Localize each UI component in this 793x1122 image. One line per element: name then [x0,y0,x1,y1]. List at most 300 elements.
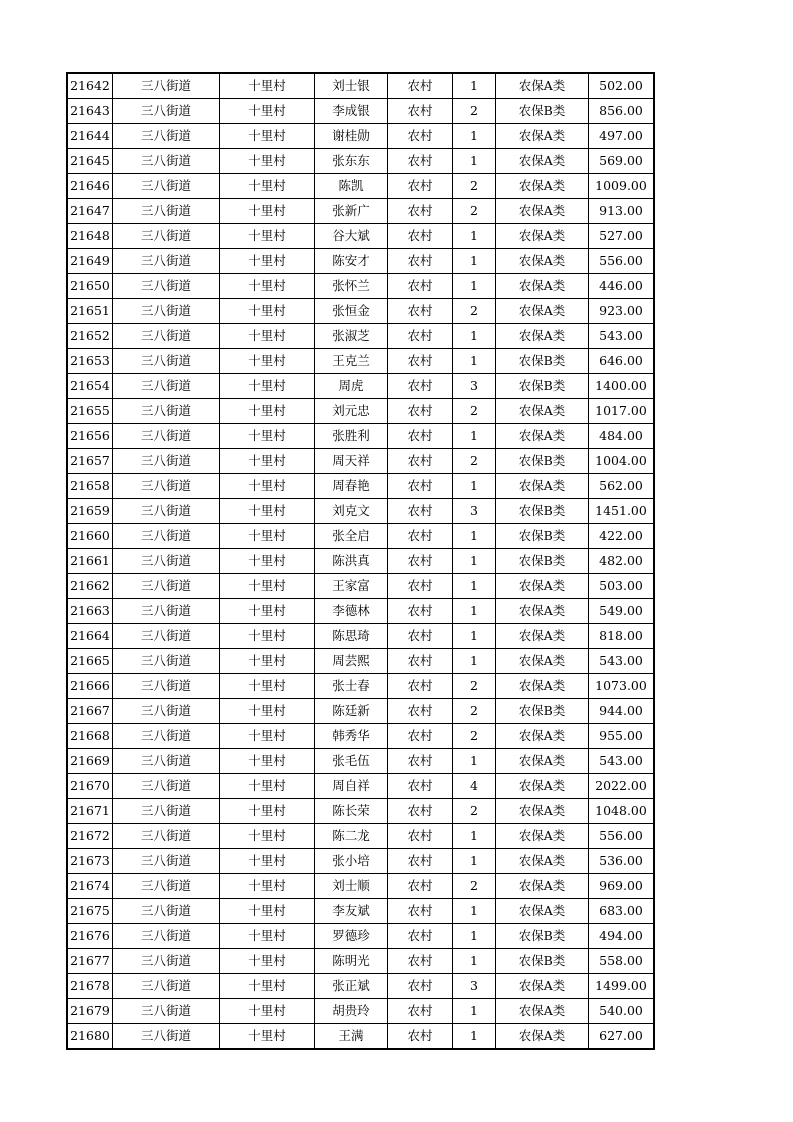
insurance-category-cell: 农保A类 [496,149,589,174]
village-cell: 十里村 [220,299,315,324]
household-type-cell: 农村 [388,199,453,224]
name-cell: 刘士银 [315,73,388,99]
table-row [67,674,654,699]
amount-cell: 1009.00 [589,174,655,199]
street-cell: 三八街道 [113,999,220,1024]
row-id-cell: 21680 [67,1024,113,1050]
person-count-cell: 1 [453,924,496,949]
village-cell: 十里村 [220,574,315,599]
street-cell: 三八街道 [113,624,220,649]
name-cell: 张恒金 [315,299,388,324]
row-id-cell: 21659 [67,499,113,524]
table-row [67,374,654,399]
insurance-category-cell: 农保A类 [496,774,589,799]
household-type-cell: 农村 [388,749,453,774]
person-count-cell: 3 [453,374,496,399]
amount-cell: 627.00 [589,1024,655,1050]
amount-cell: 556.00 [589,249,655,274]
household-type-cell: 农村 [388,149,453,174]
person-count-cell: 2 [453,799,496,824]
row-id-cell: 21653 [67,349,113,374]
person-count-cell: 2 [453,699,496,724]
village-cell: 十里村 [220,374,315,399]
row-id-cell: 21672 [67,824,113,849]
household-type-cell: 农村 [388,799,453,824]
street-cell: 三八街道 [113,99,220,124]
street-cell: 三八街道 [113,849,220,874]
household-type-cell: 农村 [388,99,453,124]
name-cell: 张胜利 [315,424,388,449]
household-type-cell: 农村 [388,724,453,749]
row-id-cell: 21658 [67,474,113,499]
village-cell: 十里村 [220,774,315,799]
table-row [67,999,654,1024]
household-type-cell: 农村 [388,824,453,849]
household-type-cell: 农村 [388,224,453,249]
village-cell: 十里村 [220,174,315,199]
household-type-cell: 农村 [388,999,453,1024]
amount-cell: 503.00 [589,574,655,599]
table-row [67,324,654,349]
table-row [67,899,654,924]
street-cell: 三八街道 [113,699,220,724]
person-count-cell: 1 [453,149,496,174]
insurance-category-cell: 农保B类 [496,99,589,124]
village-cell: 十里村 [220,199,315,224]
amount-cell: 969.00 [589,874,655,899]
street-cell: 三八街道 [113,1024,220,1050]
insurance-category-cell: 农保B类 [496,924,589,949]
table-body [67,73,654,1049]
person-count-cell: 1 [453,574,496,599]
household-type-cell: 农村 [388,424,453,449]
street-cell: 三八街道 [113,774,220,799]
table-row [67,474,654,499]
person-count-cell: 1 [453,849,496,874]
amount-cell: 562.00 [589,474,655,499]
street-cell: 三八街道 [113,149,220,174]
insurance-category-cell: 农保A类 [496,649,589,674]
name-cell: 陈廷新 [315,699,388,724]
table-row [67,249,654,274]
table-row [67,499,654,524]
row-id-cell: 21667 [67,699,113,724]
row-id-cell: 21676 [67,924,113,949]
street-cell: 三八街道 [113,949,220,974]
amount-cell: 422.00 [589,524,655,549]
row-id-cell: 21650 [67,274,113,299]
insurance-category-cell: 农保A类 [496,1024,589,1050]
row-id-cell: 21642 [67,73,113,99]
person-count-cell: 1 [453,474,496,499]
person-count-cell: 3 [453,974,496,999]
household-type-cell: 农村 [388,549,453,574]
person-count-cell: 3 [453,499,496,524]
village-cell: 十里村 [220,599,315,624]
household-type-cell: 农村 [388,349,453,374]
street-cell: 三八街道 [113,799,220,824]
name-cell: 陈凯 [315,174,388,199]
household-type-cell: 农村 [388,874,453,899]
table-row [67,199,654,224]
insurance-category-cell: 农保A类 [496,574,589,599]
street-cell: 三八街道 [113,324,220,349]
household-type-cell: 农村 [388,924,453,949]
row-id-cell: 21648 [67,224,113,249]
village-cell: 十里村 [220,149,315,174]
name-cell: 韩秀华 [315,724,388,749]
person-count-cell: 2 [453,199,496,224]
table-row [67,624,654,649]
person-count-cell: 2 [453,724,496,749]
insurance-category-cell: 农保B类 [496,699,589,724]
street-cell: 三八街道 [113,824,220,849]
row-id-cell: 21656 [67,424,113,449]
amount-cell: 558.00 [589,949,655,974]
table-row [67,1024,654,1050]
name-cell: 刘元忠 [315,399,388,424]
village-cell: 十里村 [220,799,315,824]
amount-cell: 646.00 [589,349,655,374]
person-count-cell: 1 [453,124,496,149]
insurance-category-cell: 农保A类 [496,624,589,649]
street-cell: 三八街道 [113,924,220,949]
village-cell: 十里村 [220,649,315,674]
amount-cell: 2022.00 [589,774,655,799]
street-cell: 三八街道 [113,249,220,274]
amount-cell: 569.00 [589,149,655,174]
person-count-cell: 1 [453,324,496,349]
street-cell: 三八街道 [113,899,220,924]
name-cell: 刘士顺 [315,874,388,899]
village-cell: 十里村 [220,424,315,449]
household-type-cell: 农村 [388,174,453,199]
name-cell: 张东东 [315,149,388,174]
name-cell: 张全启 [315,524,388,549]
insurance-category-cell: 农保A类 [496,174,589,199]
village-cell: 十里村 [220,849,315,874]
person-count-cell: 1 [453,949,496,974]
village-cell: 十里村 [220,474,315,499]
village-cell: 十里村 [220,749,315,774]
village-cell: 十里村 [220,99,315,124]
village-cell: 十里村 [220,899,315,924]
amount-cell: 923.00 [589,299,655,324]
street-cell: 三八街道 [113,524,220,549]
person-count-cell: 1 [453,274,496,299]
name-cell: 陈长荣 [315,799,388,824]
amount-cell: 527.00 [589,224,655,249]
person-count-cell: 1 [453,1024,496,1050]
insurance-category-cell: 农保B类 [496,524,589,549]
household-type-cell: 农村 [388,574,453,599]
street-cell: 三八街道 [113,599,220,624]
table-row [67,799,654,824]
person-count-cell: 4 [453,774,496,799]
name-cell: 王家富 [315,574,388,599]
amount-cell: 543.00 [589,649,655,674]
table-row [67,299,654,324]
table-row [67,349,654,374]
insurance-category-cell: 农保A类 [496,849,589,874]
row-id-cell: 21669 [67,749,113,774]
table-row [67,699,654,724]
name-cell: 陈二龙 [315,824,388,849]
street-cell: 三八街道 [113,349,220,374]
insurance-category-cell: 农保A类 [496,199,589,224]
village-cell: 十里村 [220,349,315,374]
table-row [67,649,654,674]
row-id-cell: 21678 [67,974,113,999]
household-type-cell: 农村 [388,249,453,274]
row-id-cell: 21660 [67,524,113,549]
person-count-cell: 1 [453,224,496,249]
insurance-category-cell: 农保B类 [496,349,589,374]
table-row [67,99,654,124]
street-cell: 三八街道 [113,874,220,899]
person-count-cell: 2 [453,399,496,424]
amount-cell: 944.00 [589,699,655,724]
village-cell: 十里村 [220,73,315,99]
street-cell: 三八街道 [113,199,220,224]
table-row [67,524,654,549]
village-cell: 十里村 [220,974,315,999]
amount-cell: 502.00 [589,73,655,99]
household-type-cell: 农村 [388,899,453,924]
row-id-cell: 21645 [67,149,113,174]
village-cell: 十里村 [220,724,315,749]
insurance-category-cell: 农保A类 [496,799,589,824]
row-id-cell: 21666 [67,674,113,699]
name-cell: 陈安才 [315,249,388,274]
table-row [67,749,654,774]
household-type-cell: 农村 [388,1024,453,1050]
table-row [67,974,654,999]
amount-cell: 540.00 [589,999,655,1024]
row-id-cell: 21677 [67,949,113,974]
amount-cell: 818.00 [589,624,655,649]
person-count-cell: 1 [453,824,496,849]
village-cell: 十里村 [220,674,315,699]
insurance-category-cell: 农保B类 [496,949,589,974]
amount-cell: 913.00 [589,199,655,224]
insurance-category-cell: 农保A类 [496,324,589,349]
person-count-cell: 1 [453,549,496,574]
insurance-category-cell: 农保B类 [496,549,589,574]
name-cell: 罗德珍 [315,924,388,949]
row-id-cell: 21657 [67,449,113,474]
person-count-cell: 2 [453,874,496,899]
person-count-cell: 1 [453,899,496,924]
insurance-category-cell: 农保A类 [496,299,589,324]
name-cell: 陈洪真 [315,549,388,574]
table-row [67,549,654,574]
village-cell: 十里村 [220,224,315,249]
name-cell: 周春艳 [315,474,388,499]
household-type-cell: 农村 [388,499,453,524]
table-row [67,124,654,149]
insurance-category-cell: 农保B类 [496,499,589,524]
name-cell: 李友斌 [315,899,388,924]
amount-cell: 1451.00 [589,499,655,524]
street-cell: 三八街道 [113,424,220,449]
name-cell: 陈明光 [315,949,388,974]
name-cell: 王克兰 [315,349,388,374]
row-id-cell: 21675 [67,899,113,924]
row-id-cell: 21664 [67,624,113,649]
amount-cell: 1048.00 [589,799,655,824]
table-row [67,599,654,624]
table-row [67,399,654,424]
person-count-cell: 1 [453,749,496,774]
person-count-cell: 1 [453,649,496,674]
insurance-category-cell: 农保A类 [496,224,589,249]
insurance-category-cell: 农保A类 [496,674,589,699]
household-type-cell: 农村 [388,599,453,624]
name-cell: 周自祥 [315,774,388,799]
amount-cell: 543.00 [589,324,655,349]
table-row [67,724,654,749]
street-cell: 三八街道 [113,574,220,599]
row-id-cell: 21661 [67,549,113,574]
person-count-cell: 1 [453,599,496,624]
street-cell: 三八街道 [113,274,220,299]
household-type-cell: 农村 [388,374,453,399]
row-id-cell: 21674 [67,874,113,899]
name-cell: 谷大斌 [315,224,388,249]
insurance-category-cell: 农保A类 [496,899,589,924]
household-type-cell: 农村 [388,699,453,724]
name-cell: 李成银 [315,99,388,124]
person-count-cell: 1 [453,249,496,274]
row-id-cell: 21670 [67,774,113,799]
amount-cell: 1004.00 [589,449,655,474]
amount-cell: 536.00 [589,849,655,874]
village-cell: 十里村 [220,924,315,949]
village-cell: 十里村 [220,874,315,899]
street-cell: 三八街道 [113,474,220,499]
person-count-cell: 1 [453,624,496,649]
village-cell: 十里村 [220,124,315,149]
table-row [67,949,654,974]
row-id-cell: 21652 [67,324,113,349]
household-type-cell: 农村 [388,299,453,324]
person-count-cell: 1 [453,524,496,549]
street-cell: 三八街道 [113,399,220,424]
amount-cell: 494.00 [589,924,655,949]
street-cell: 三八街道 [113,73,220,99]
household-type-cell: 农村 [388,849,453,874]
insurance-category-cell: 农保A类 [496,724,589,749]
insurance-category-cell: 农保A类 [496,599,589,624]
name-cell: 周天祥 [315,449,388,474]
table-row [67,849,654,874]
row-id-cell: 21663 [67,599,113,624]
street-cell: 三八街道 [113,374,220,399]
village-cell: 十里村 [220,1024,315,1050]
household-type-cell: 农村 [388,949,453,974]
street-cell: 三八街道 [113,749,220,774]
household-type-cell: 农村 [388,624,453,649]
street-cell: 三八街道 [113,974,220,999]
person-count-cell: 1 [453,999,496,1024]
village-cell: 十里村 [220,699,315,724]
person-count-cell: 2 [453,99,496,124]
insurance-category-cell: 农保A类 [496,749,589,774]
person-count-cell: 2 [453,174,496,199]
name-cell: 王满 [315,1024,388,1050]
amount-cell: 482.00 [589,549,655,574]
insurance-category-cell: 农保A类 [496,399,589,424]
name-cell: 胡贵玲 [315,999,388,1024]
row-id-cell: 21649 [67,249,113,274]
insurance-category-cell: 农保A类 [496,999,589,1024]
insurance-category-cell: 农保A类 [496,874,589,899]
amount-cell: 497.00 [589,124,655,149]
name-cell: 张正斌 [315,974,388,999]
village-cell: 十里村 [220,624,315,649]
table-row [67,824,654,849]
name-cell: 张毛伍 [315,749,388,774]
amount-cell: 446.00 [589,274,655,299]
street-cell: 三八街道 [113,124,220,149]
data-table [66,72,655,1050]
insurance-category-cell: 农保A类 [496,249,589,274]
table-row [67,924,654,949]
insurance-category-cell: 农保A类 [496,424,589,449]
street-cell: 三八街道 [113,174,220,199]
name-cell: 周虎 [315,374,388,399]
household-type-cell: 农村 [388,449,453,474]
amount-cell: 549.00 [589,599,655,624]
village-cell: 十里村 [220,274,315,299]
table-row [67,174,654,199]
person-count-cell: 1 [453,73,496,99]
name-cell: 陈思琦 [315,624,388,649]
household-type-cell: 农村 [388,774,453,799]
insurance-category-cell: 农保A类 [496,474,589,499]
row-id-cell: 21668 [67,724,113,749]
amount-cell: 1017.00 [589,399,655,424]
table-row [67,274,654,299]
table-row [67,73,654,99]
amount-cell: 856.00 [589,99,655,124]
street-cell: 三八街道 [113,649,220,674]
street-cell: 三八街道 [113,299,220,324]
household-type-cell: 农村 [388,399,453,424]
household-type-cell: 农村 [388,649,453,674]
amount-cell: 484.00 [589,424,655,449]
village-cell: 十里村 [220,824,315,849]
village-cell: 十里村 [220,249,315,274]
insurance-category-cell: 农保A类 [496,73,589,99]
person-count-cell: 2 [453,674,496,699]
insurance-category-cell: 农保A类 [496,124,589,149]
village-cell: 十里村 [220,999,315,1024]
household-type-cell: 农村 [388,474,453,499]
row-id-cell: 21655 [67,399,113,424]
household-type-cell: 农村 [388,274,453,299]
name-cell: 张士春 [315,674,388,699]
name-cell: 谢桂勋 [315,124,388,149]
name-cell: 张小培 [315,849,388,874]
row-id-cell: 21647 [67,199,113,224]
household-type-cell: 农村 [388,674,453,699]
name-cell: 刘克文 [315,499,388,524]
street-cell: 三八街道 [113,499,220,524]
insurance-category-cell: 农保B类 [496,449,589,474]
person-count-cell: 1 [453,424,496,449]
